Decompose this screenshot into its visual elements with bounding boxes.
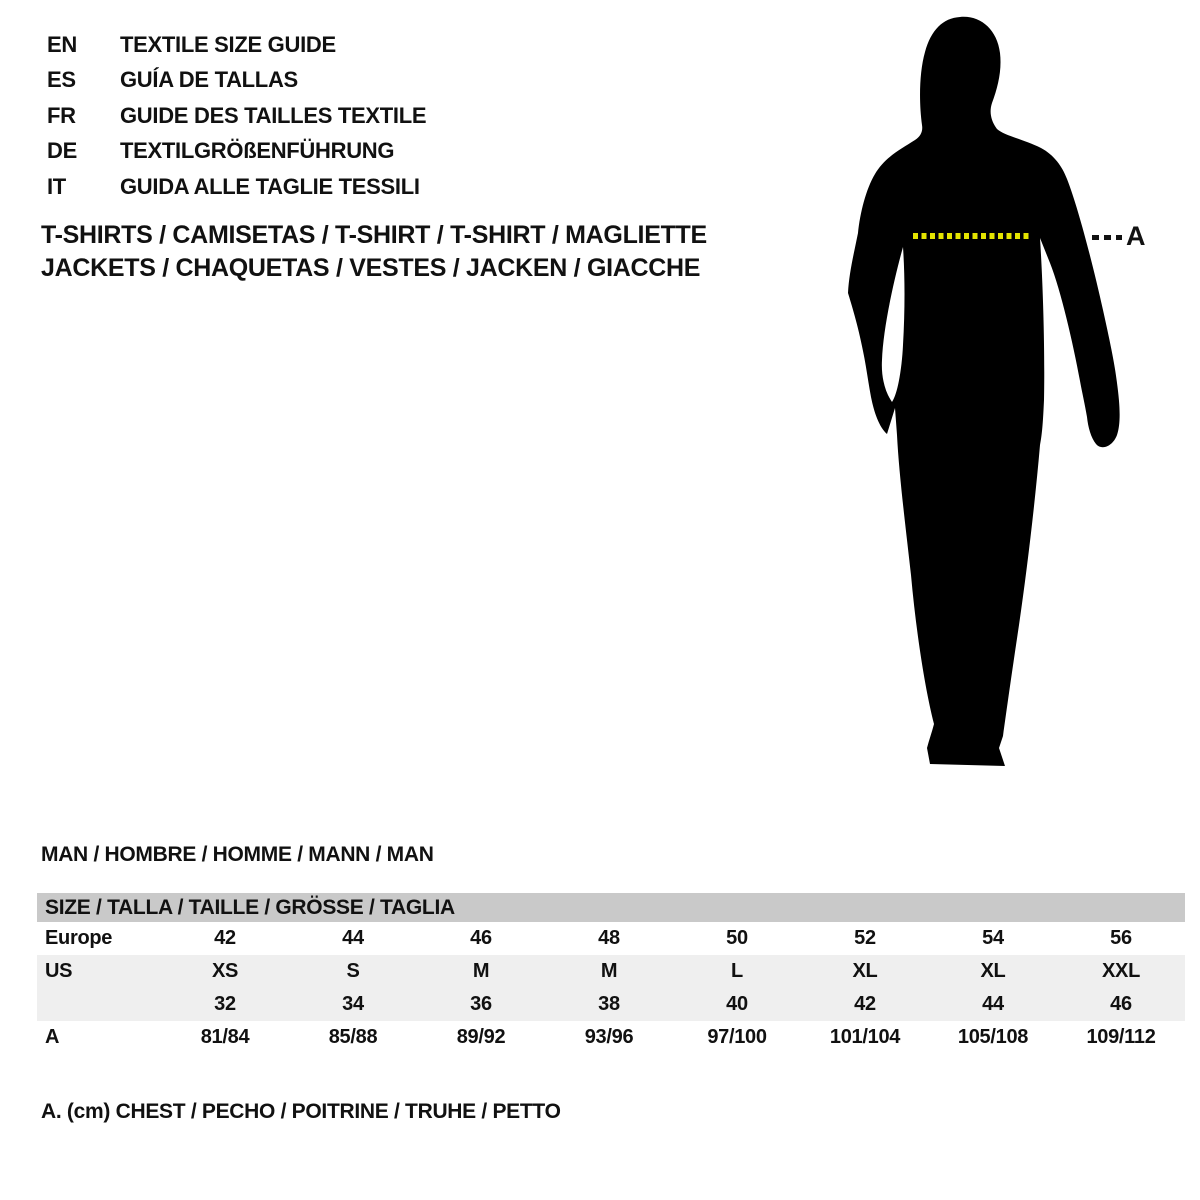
- size-cell: 38: [598, 993, 620, 1015]
- section-title-man: MAN / HOMBRE / HOMME / MANN / MAN: [41, 843, 434, 866]
- measure-label-a: A: [1126, 221, 1146, 251]
- size-cell: L: [731, 960, 743, 982]
- lang-row-de: [47, 134, 426, 170]
- size-cell: XL: [852, 960, 878, 982]
- language-list: [47, 27, 426, 205]
- table-row-us: [37, 955, 1185, 988]
- table-row-numeric: [37, 988, 1185, 1021]
- product-line-jackets: JACKETS / CHAQUETAS / VESTES / JACKEN / GIACCHE: [41, 254, 701, 282]
- size-cell: 32: [214, 993, 236, 1015]
- lang-label: GUIDE DES TAILLES TEXTILE: [120, 102, 427, 128]
- size-cell: 42: [854, 993, 876, 1015]
- row-label: US: [45, 960, 73, 982]
- lang-label: TEXTILE SIZE GUIDE: [120, 31, 336, 57]
- lang-row-it: [47, 169, 426, 205]
- size-cell: 34: [342, 993, 364, 1015]
- row-label: A: [45, 1026, 60, 1048]
- size-cell: 46: [470, 927, 492, 949]
- size-table-header: SIZE / TALLA / TAILLE / GRÖSSE / TAGLIA: [37, 893, 1185, 922]
- table-row-europe: [37, 922, 1185, 955]
- size-cell: M: [472, 960, 490, 982]
- lang-label: GUÍA DE TALLAS: [120, 67, 298, 93]
- chest-measure-dotted-line: [913, 233, 1032, 239]
- size-cell: XXL: [1102, 960, 1140, 982]
- size-cell: 101/104: [829, 1026, 901, 1048]
- size-table: [37, 893, 1185, 1054]
- size-cell: 40: [726, 993, 748, 1015]
- size-cell: XS: [211, 960, 239, 982]
- size-cell: 52: [854, 927, 876, 949]
- man-silhouette-icon: [845, 15, 1155, 780]
- size-cell: 105/108: [957, 1026, 1029, 1048]
- size-cell: 56: [1110, 927, 1132, 949]
- size-cell: 44: [982, 993, 1004, 1015]
- size-cell: 85/88: [328, 1026, 378, 1048]
- size-cell: 42: [214, 927, 236, 949]
- size-cell: 48: [598, 927, 620, 949]
- lang-code: IT: [47, 173, 66, 199]
- table-row-chest-a: [37, 1021, 1185, 1054]
- lang-code: FR: [47, 102, 76, 128]
- man-silhouette-figure: [845, 15, 1155, 780]
- size-cell: M: [600, 960, 618, 982]
- size-cell: 93/96: [584, 1026, 634, 1048]
- size-cell: 44: [342, 927, 364, 949]
- size-cell: 81/84: [200, 1026, 250, 1048]
- lang-label: GUIDA ALLE TAGLIE TESSILI: [120, 173, 420, 199]
- size-cell: 54: [982, 927, 1004, 949]
- lang-row-es: [47, 63, 426, 99]
- size-cell: S: [346, 960, 360, 982]
- size-cell: XL: [980, 960, 1006, 982]
- product-line-tshirts: T-SHIRTS / CAMISETAS / T-SHIRT / T-SHIRT / MAGLIETTE: [41, 221, 707, 249]
- lang-code: EN: [47, 31, 77, 57]
- row-label: Europe: [45, 927, 113, 949]
- size-cell: 46: [1110, 993, 1132, 1015]
- lang-code: ES: [47, 67, 76, 93]
- size-cell: 50: [726, 927, 748, 949]
- lang-row-en: [47, 27, 426, 63]
- product-categories: [41, 219, 707, 285]
- lang-code: DE: [47, 138, 77, 164]
- lang-row-fr: [47, 98, 426, 134]
- measure-callout-dashes: [1092, 235, 1122, 240]
- measurement-footnote: A. (cm) CHEST / PECHO / POITRINE / TRUHE / PETTO: [41, 1100, 561, 1123]
- size-cell: 36: [470, 993, 492, 1015]
- lang-label: TEXTILGRÖßENFÜHRUNG: [120, 138, 395, 164]
- size-cell: 89/92: [456, 1026, 506, 1048]
- size-cell: 97/100: [707, 1026, 767, 1048]
- size-cell: 109/112: [1086, 1026, 1156, 1048]
